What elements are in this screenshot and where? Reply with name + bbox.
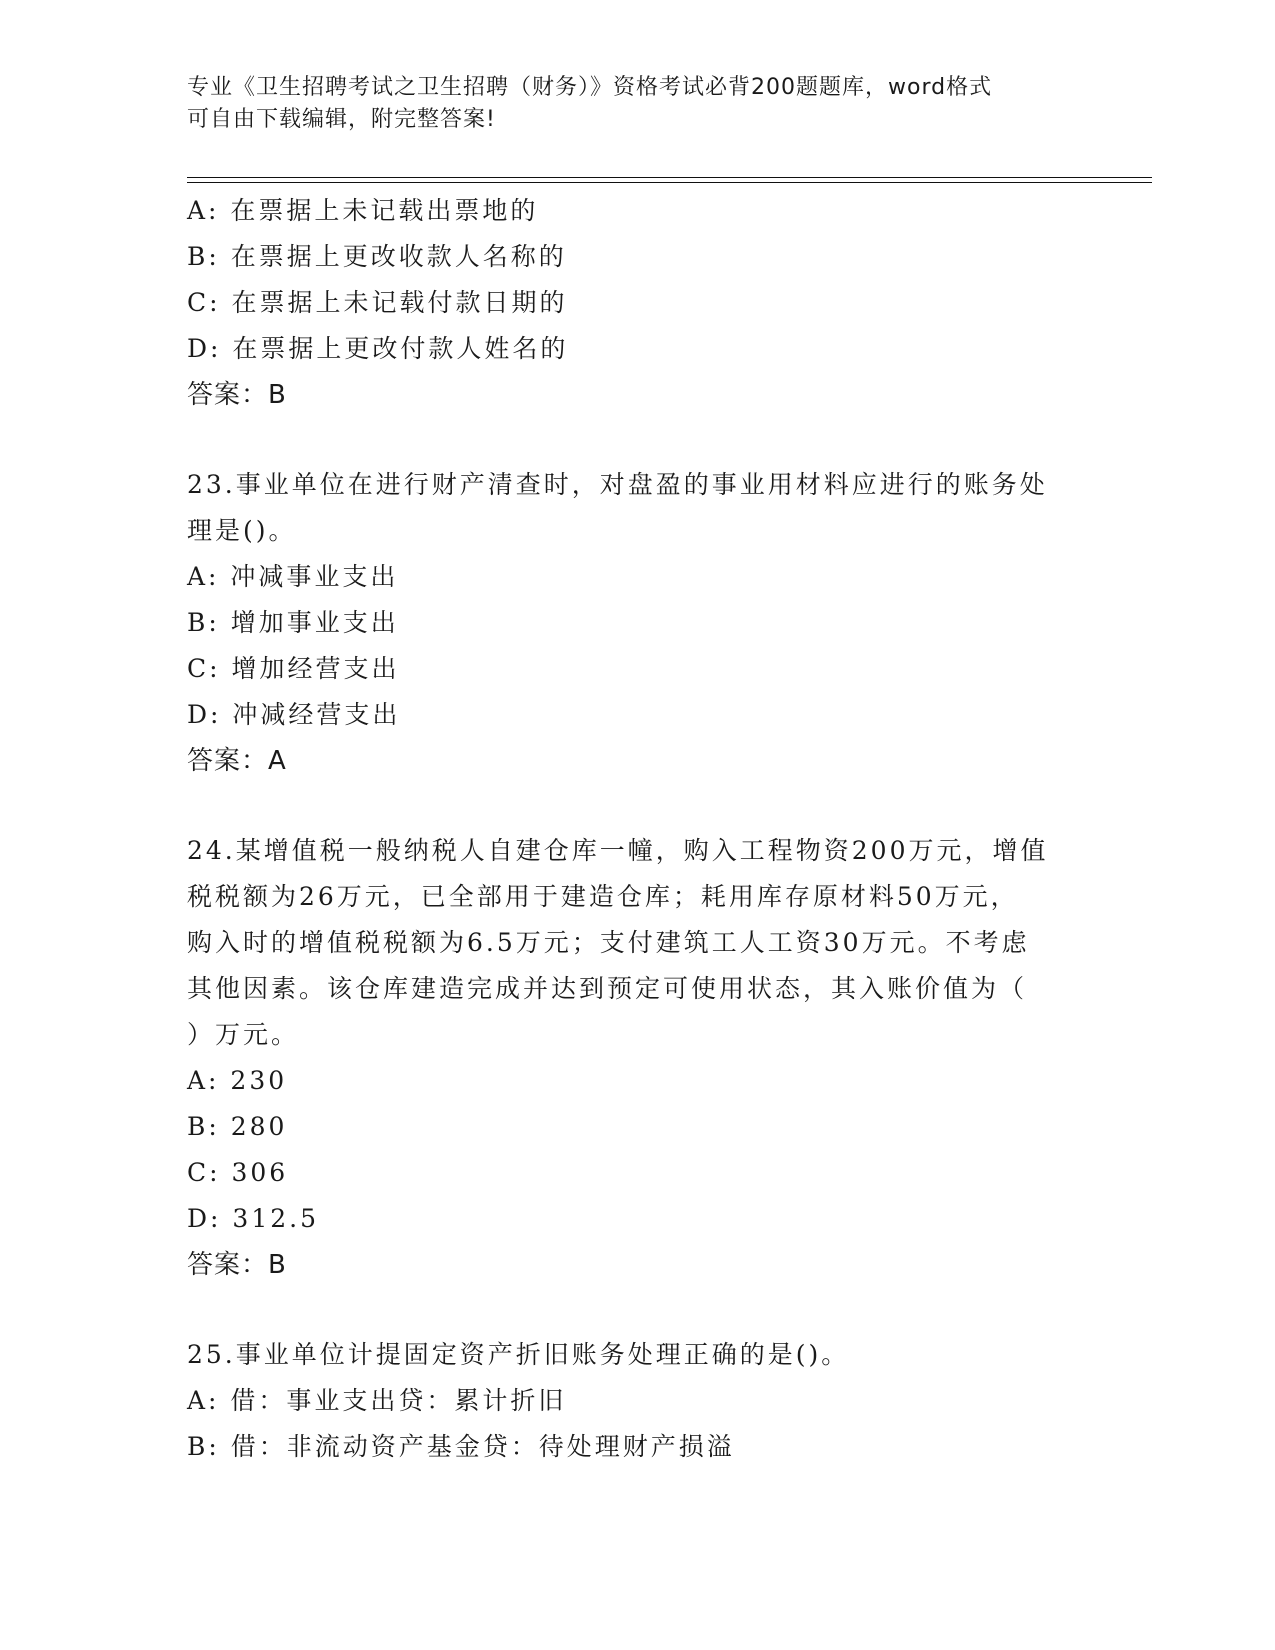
option-d: D: 冲减经营支出 [187, 700, 401, 729]
spacer [187, 418, 1087, 462]
header-rule-top [187, 177, 1152, 178]
question-stem-line: 购入时的增值税税额为6.5万元；支付建筑工人工资30万元。不考虑 [187, 928, 1030, 957]
option-c: C: 增加经营支出 [187, 654, 400, 683]
answer-line: 答案：B [187, 1250, 287, 1280]
question-stem-line: 理是()。 [187, 516, 297, 545]
answer-line: 答案：A [187, 746, 287, 776]
option-d: D: 312.5 [187, 1204, 319, 1233]
question-stem-line: 税税额为26万元，已全部用于建造仓库；耗用库存原材料50万元， [187, 882, 1019, 911]
header-title-line-2: 可自由下载编辑，附完整答案! [187, 107, 496, 132]
header-rule-bottom [187, 182, 1152, 183]
question-25 [187, 1332, 1087, 1470]
answer-line: 答案：B [187, 380, 287, 410]
question-23 [187, 462, 1087, 784]
option-b: B: 280 [187, 1112, 288, 1141]
spacer [187, 1288, 1087, 1332]
spacer [187, 784, 1087, 828]
option-a: A: 借：事业支出贷：累计折旧 [187, 1386, 567, 1415]
question-24 [187, 828, 1087, 1288]
option-a: A: 冲减事业支出 [187, 562, 399, 591]
document-header [187, 72, 1087, 136]
option-d: D: 在票据上更改付款人姓名的 [187, 334, 569, 363]
question-22 [187, 188, 1087, 418]
option-b: B: 在票据上更改收款人名称的 [187, 242, 567, 271]
question-stem-line: 24.某增值税一般纳税人自建仓库一幢，购入工程物资200万元，增值 [187, 836, 1049, 865]
question-stem-line: 25.事业单位计提固定资产折旧账务处理正确的是()。 [187, 1340, 850, 1369]
question-stem-line: 23.事业单位在进行财产清查时，对盘盈的事业用材料应进行的账务处 [187, 470, 1048, 499]
option-b: B: 增加事业支出 [187, 608, 399, 637]
question-stem-line: 其他因素。该仓库建造完成并达到预定可使用状态，其入账价值为（ [187, 974, 1028, 1003]
question-stem-line: ）万元。 [187, 1020, 300, 1049]
option-b: B: 借：非流动资产基金贷：待处理财产损溢 [187, 1432, 735, 1461]
question-content [187, 188, 1087, 1470]
option-c: C: 306 [187, 1158, 289, 1187]
option-c: C: 在票据上未记载付款日期的 [187, 288, 568, 317]
option-a: A: 在票据上未记载出票地的 [187, 196, 539, 225]
option-a: A: 230 [187, 1066, 288, 1095]
header-title-line-1: 专业《卫生招聘考试之卫生招聘（财务）》资格考试必背200题题库，word格式 [187, 75, 993, 100]
